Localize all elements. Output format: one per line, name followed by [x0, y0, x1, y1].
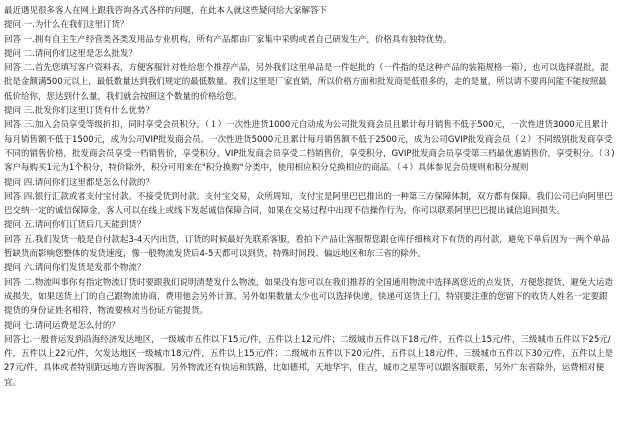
question-2: 提问 二.请问你们这里是怎么批发？	[4, 48, 137, 59]
question-5: 提问 五.请问你们订货后几天能到货？	[4, 220, 146, 231]
question-4: 提问 四.请问你们这里都是怎么付款的？	[4, 177, 154, 188]
answer-5: 回答 五.我们发货一般是自付款起3-4天内出货，订货的时候最好先联系客服，看拍下产品让客服帮您跟仓库仔细核对下有货的再付款，避免下单后因为一两个单品暂缺货而影响您整体的发货速度，像一般物流发货后4-5天都可以到货，特殊时间段、偏远地区和东三省的除外。	[4, 234, 610, 260]
answer-7: 回答七.一般普运发到沿海经济发达地区，一级城市五件以下15元/件，五件以上12元/件；二级城市五件以下18元/件，五件以上15元/件，三级城市五件以下25元/件，五件以上22元/件，欠发达地区一级城市18元/件，五件以上15元/件；二级城市五件以下20元/件，五件以上18元/件，三级城市五件以下30元/件，五件以上是27元/件，具体或者特别距远地方咨询客服。另外物流还有快运和铁路，比如德邦，天地华宇，佳吉，城市之星等可以跟客服联系，另外广东省除外，运费相对便宜。	[4, 334, 614, 388]
question-7: 提问 七.请问运费是怎么付的？	[4, 320, 120, 331]
question-1: 提问 一.为什么在我们这里订货？	[4, 20, 129, 31]
question-6: 提问 六.请问你们发货是发那个物流？	[4, 263, 146, 274]
question-3: 提问 三.批发你们这里订货有什么优势？	[4, 106, 154, 117]
answer-1: 回答 一.拥有自主生产经营类各类发用品专业机构，所有产品都由厂家集中采购或者自己研发生产，价格具有独特优势。	[4, 34, 452, 45]
answer-6: 回答 二.物流叫事你有指定物流订货时要跟我们说明清楚发什么物流，如果没有您可以在我们推荐的全国通用物流中选择离您近的点发货，方便您提货，避免大运造成损失，如果送货上门的自己跟物流协商，费用他会另外计算。另外如果数量太少也可以选择快递，快递可送货上门，特别要注重的您留下的收货人姓名一定要跟提货的身份证姓名相符，物流要核对当份证方能提货。	[4, 277, 613, 317]
answer-2: 回答 二.首先您填写客户资料表，方便客服针对性给您个推荐产品，另外我们这里单品是一件起批的（一件指的是这种产品的装箱规格一箱），也可以选择混批，混批是金额满500元以上，最低数量达到我们规定的最低数量。我们这里是厂家直销，所以价格方面和批发商是低很多的，走的是量，所以请不要再问能不能按照最低价给你，您达到什么量，我们就会按照这个数量的价格给您。	[4, 63, 609, 102]
answer-3: 回答 三.加入会员享受等级折扣，同时享受会员积分。（１）一次性进货1000元自动成为公司批发商会员且累计每月销售不低于500元，一次性进货3000元且累计每月销售额不低于1500元，成为公司VIP批发商会员。一次性进货5000元且累计每月销售额不低于2500元，成为公司GVIP批发商会员（２）不同级别批发商享受不同的销售价格，批发商会员享受一档销售价，享受积分。VIP批发商会员享受二档销售价，享受积分，GVIP批发商会员享受第三档最优惠销售价，享受积分。（３)客户每购买1元为1个积分，特价除外，积分可用来在"积分换购"分类中，使用相应积分兑换相应的商品。（４）具体参见会员规则和积分规则	[4, 120, 615, 174]
answer-4: 回答 四.银行汇款或者支付宝付款。不接受货到付款。支付宝交易，众所周知，支付宝是阿里巴巴推出的一种第三方保障体制，双方都有保障。我们公司已向阿里巴巴交纳一定的诚信保障金，客人可以在线上或线下发起诚信保障合同，如果在交易过程中出现不信操作行为，你可以联系阿里巴巴提出诚信追回损失。	[4, 191, 613, 217]
intro-line: 最近遇见很多客人在网上跟我咨询各式各样的问题，在此本人就这些疑问给大家解答下	[4, 6, 328, 16]
